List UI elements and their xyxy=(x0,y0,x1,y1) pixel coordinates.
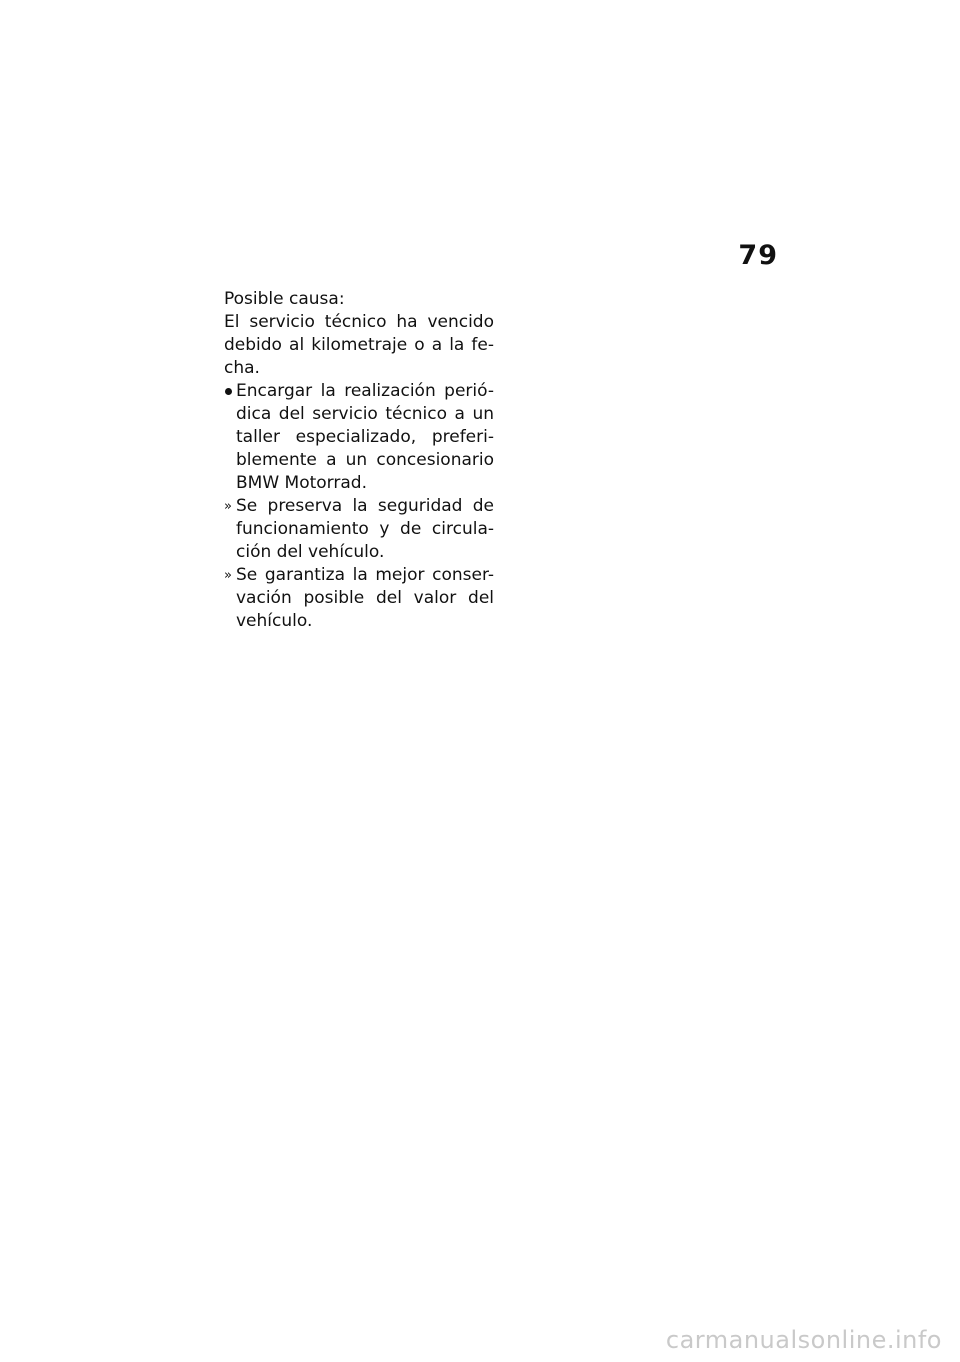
result-text: Se garantiza la mejor conser-vación posible del valor del vehículo. xyxy=(236,565,494,631)
bullet-icon xyxy=(225,388,232,395)
page-number: 79 xyxy=(738,240,778,271)
result-arrow-icon: » xyxy=(224,499,232,514)
result-text: Se preserva la seguridad de funcionamiento y de circula-ción del vehículo. xyxy=(236,496,494,562)
cause-text: El servicio técnico ha vencido debido al kilometraje o a la fe-cha. xyxy=(224,312,494,378)
possible-cause-label: Posible causa: xyxy=(224,289,345,309)
list-item-result xyxy=(224,495,494,564)
list-item-action xyxy=(224,380,494,495)
result-arrow-icon: » xyxy=(224,568,232,583)
main-content xyxy=(224,288,494,633)
list-item-result xyxy=(224,564,494,633)
watermark: carmanualsonline.info xyxy=(665,1326,942,1354)
action-text: Encargar la realización perió-dica del servicio técnico a un taller especializado, preferi-blemente a un concesionario BMW Motorrad. xyxy=(236,381,494,493)
